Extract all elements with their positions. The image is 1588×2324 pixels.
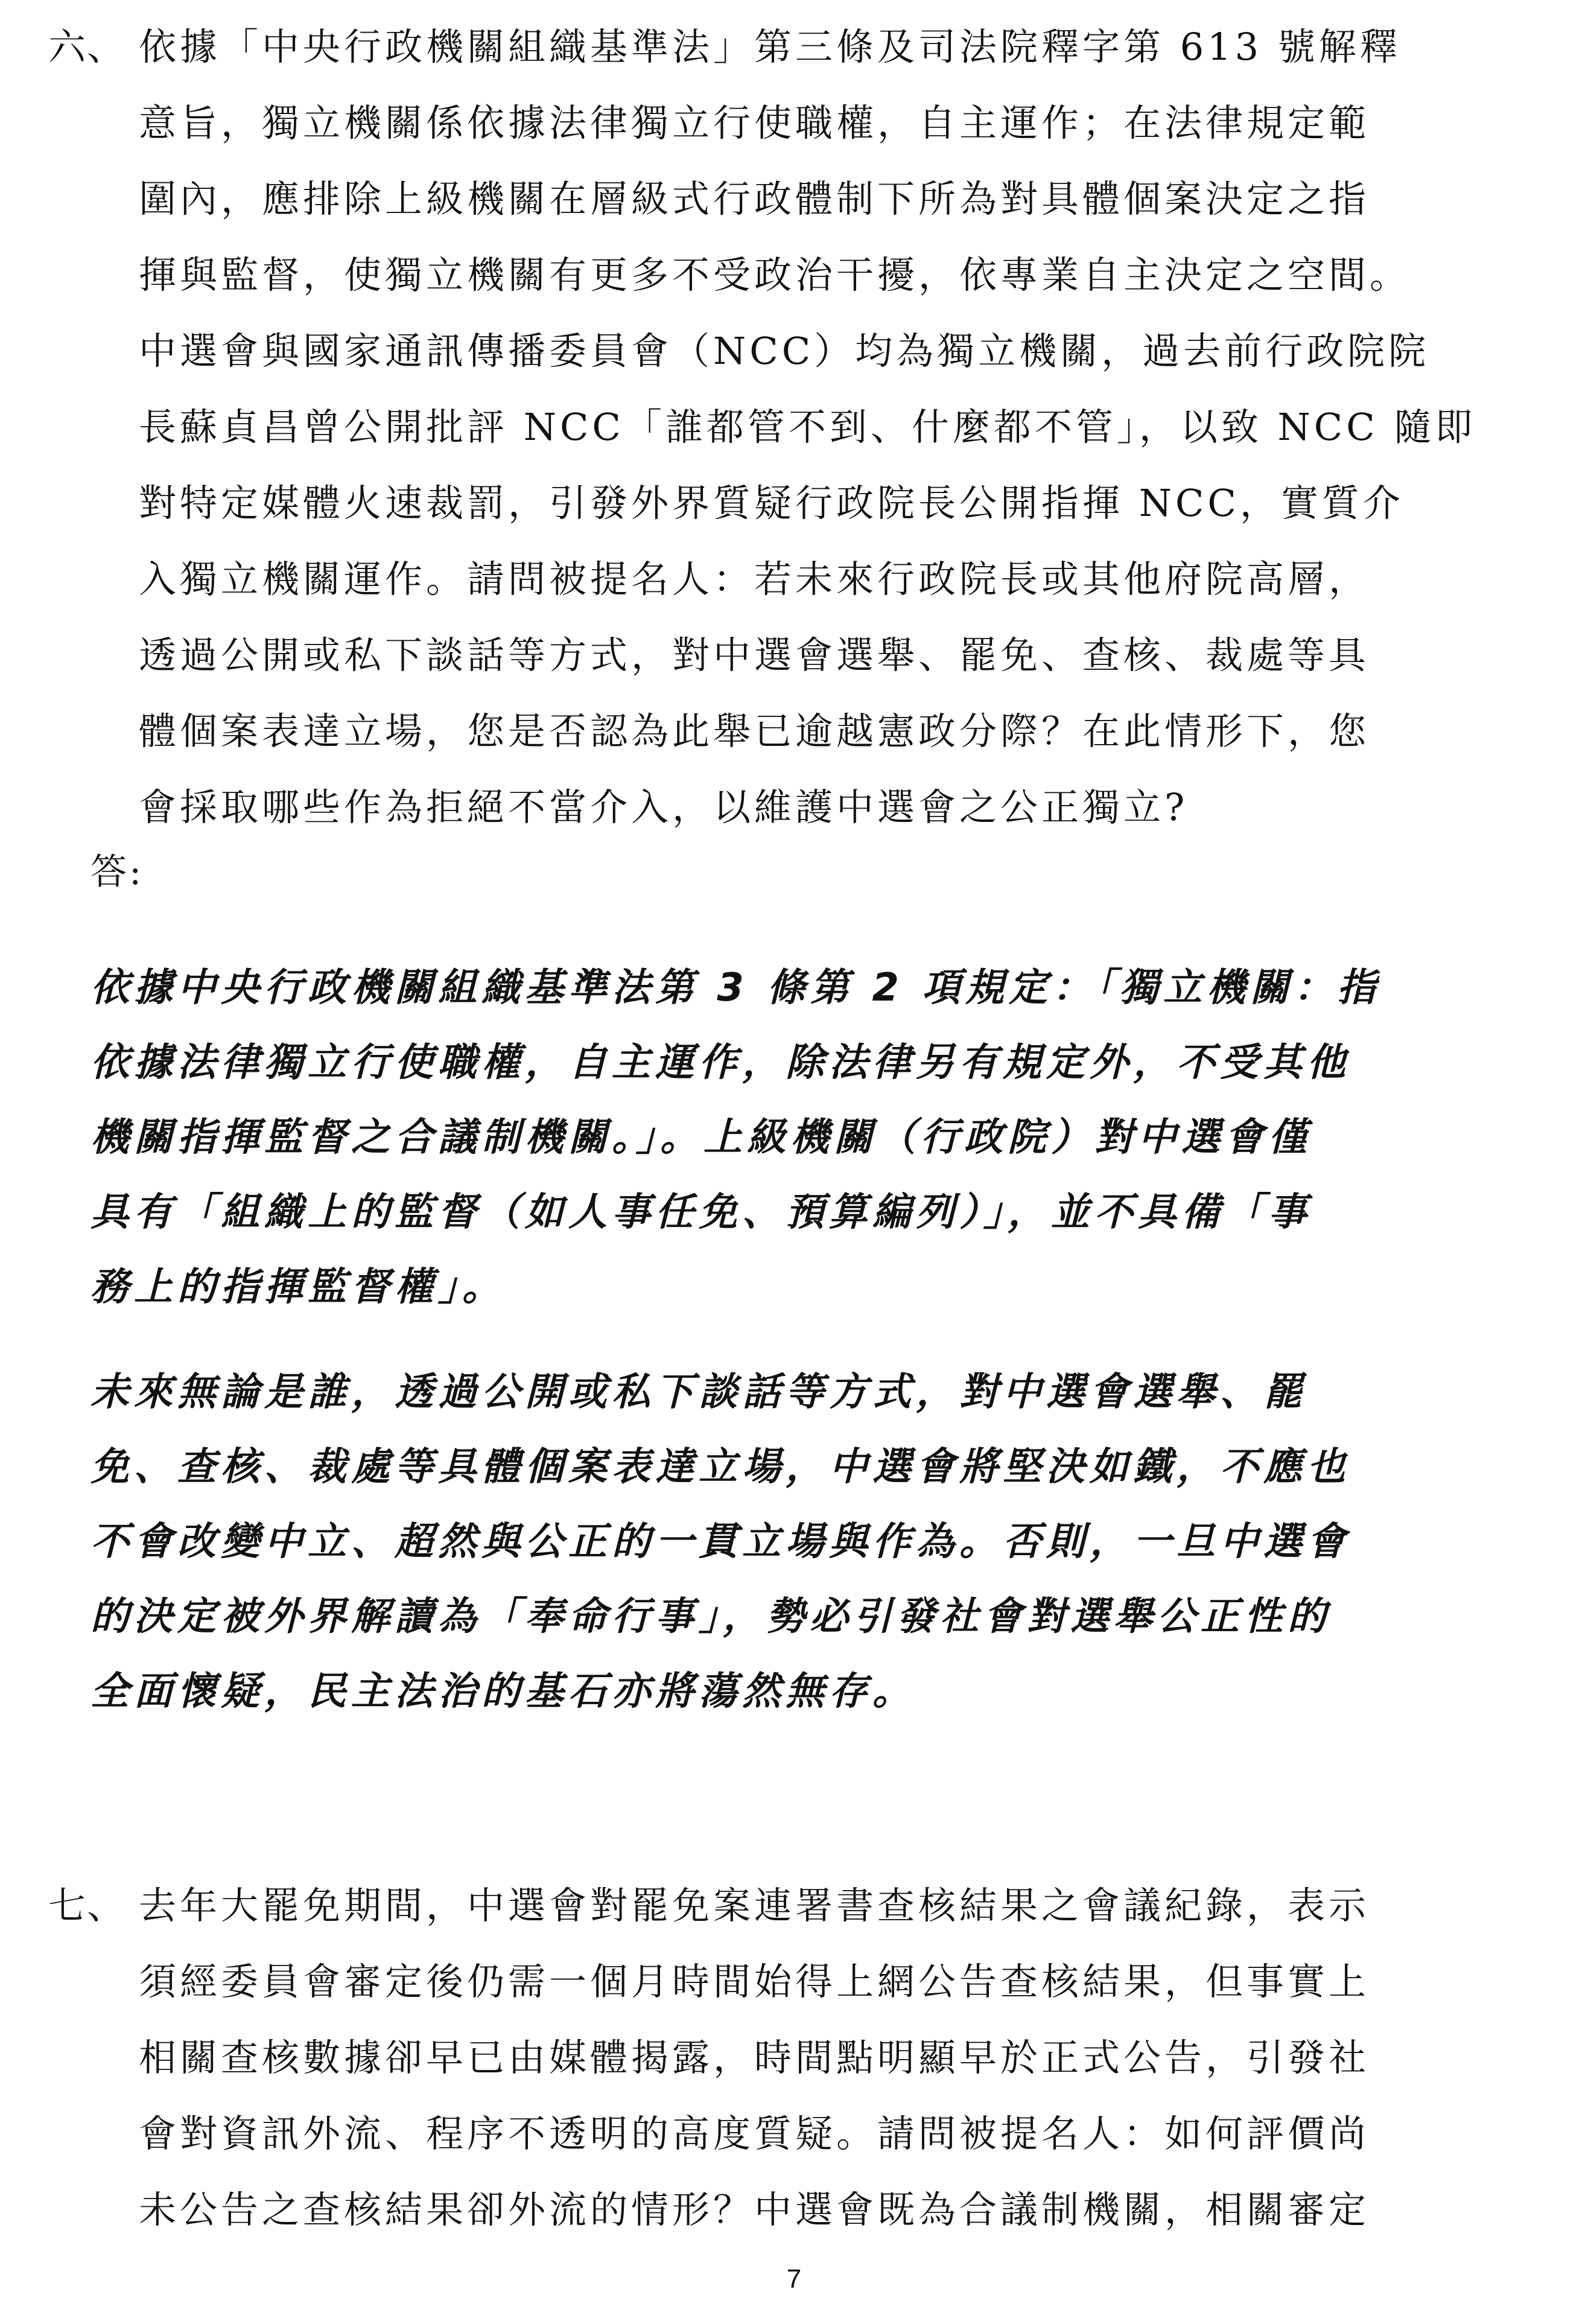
question-seven-line: 相關查核數據卻早已由媒體揭露，時間點明顯早於正式公告，引發社 — [139, 2036, 1370, 2080]
answer-line: 不會改變中立、超然與公正的一貫立場與作為。否則，一旦中選會 — [91, 1520, 1350, 1564]
answer-line: 的決定被外界解讀為「奉命行事」，勢必引發社會對選舉公正性的 — [91, 1594, 1331, 1639]
question-six-line: 會採取哪些作為拒絕不當介入，以維護中選會之公正獨立? — [139, 785, 1189, 829]
question-six-line: 圍內，應排除上級機關在層級式行政體制下所為對具體個案決定之指 — [139, 177, 1370, 221]
question-seven-line: 須經委員會審定後仍需一個月時間始得上網公告查核結果，但事實上 — [139, 1959, 1370, 2004]
answer-line: 機關指揮監督之合議制機關。」。上級機關（行政院）對中選會僅 — [91, 1115, 1312, 1160]
question-seven-line: 會對資訊外流、程序不透明的高度質疑。請問被提名人：如何評價尚 — [139, 2112, 1370, 2156]
answer-paragraph-two — [91, 1355, 1350, 1729]
question-six-line: 對特定媒體火速裁罰，引發外界質疑行政院長公開指揮 NCC，實質介 — [139, 481, 1404, 525]
answer-line: 未來無論是誰，透過公開或私下談話等方式，對中選會選舉、罷 — [91, 1370, 1307, 1415]
answer-line: 依據法律獨立行使職權，自主運作，除法律另有規定外，不受其他 — [91, 1040, 1350, 1085]
question-seven-text — [139, 1868, 1370, 2248]
answer-label: 答: — [91, 851, 144, 893]
question-seven-line: 去年大罷免期間，中選會對罷免案連署書查核結果之會議紀錄，表示 — [139, 1883, 1370, 1928]
question-six-text — [139, 9, 1476, 845]
question-six-line: 透過公開或私下談話等方式，對中選會選舉、罷免、查核、裁處等具 — [139, 633, 1370, 677]
question-six-line: 體個案表達立場，您是否認為此舉已逾越憲政分際？在此情形下，您 — [139, 709, 1370, 753]
page-number: 7 — [786, 2264, 802, 2294]
question-six-line: 依據「中央行政機關組織基準法」第三條及司法院釋字第 613 號解釋 — [139, 25, 1401, 69]
answer-line: 務上的指揮監督權」。 — [91, 1265, 506, 1310]
question-six-marker: 六、 — [48, 25, 126, 69]
answer-line: 具有「組織上的監督（如人事任免、預算編列）」，並不具備「事 — [91, 1190, 1312, 1235]
answer-line: 依據中央行政機關組織基準法第 3 條第 2 項規定：「獨立機關：指 — [91, 966, 1381, 1010]
question-six-line: 中選會與國家通訊傳播委員會（NCC）均為獨立機關，過去前行政院院 — [139, 329, 1430, 373]
answer-line: 免、查核、裁處等具體個案表達立場，中選會將堅決如鐵，不應也 — [91, 1445, 1350, 1489]
answer-line: 全面懷疑，民主法治的基石亦將蕩然無存。 — [91, 1669, 916, 1714]
answer-paragraph-one — [91, 950, 1380, 1325]
question-six-line: 意旨，獨立機關係依據法律獨立行使職權，自主運作；在法律規定範 — [139, 101, 1370, 145]
question-seven-marker: 七、 — [48, 1883, 126, 1928]
question-six-line: 入獨立機關運作。請問被提名人：若未來行政院長或其他府院高層， — [139, 557, 1370, 601]
question-seven-line: 未公告之查核結果卻外流的情形？中選會既為合議制機關，相關審定 — [139, 2188, 1370, 2232]
question-six-line: 揮與監督，使獨立機關有更多不受政治干擾，依專業自主決定之空間。 — [139, 253, 1411, 297]
question-six-line: 長蘇貞昌曾公開批評 NCC「誰都管不到、什麼都不管」，以致 NCC 隨即 — [139, 405, 1476, 449]
